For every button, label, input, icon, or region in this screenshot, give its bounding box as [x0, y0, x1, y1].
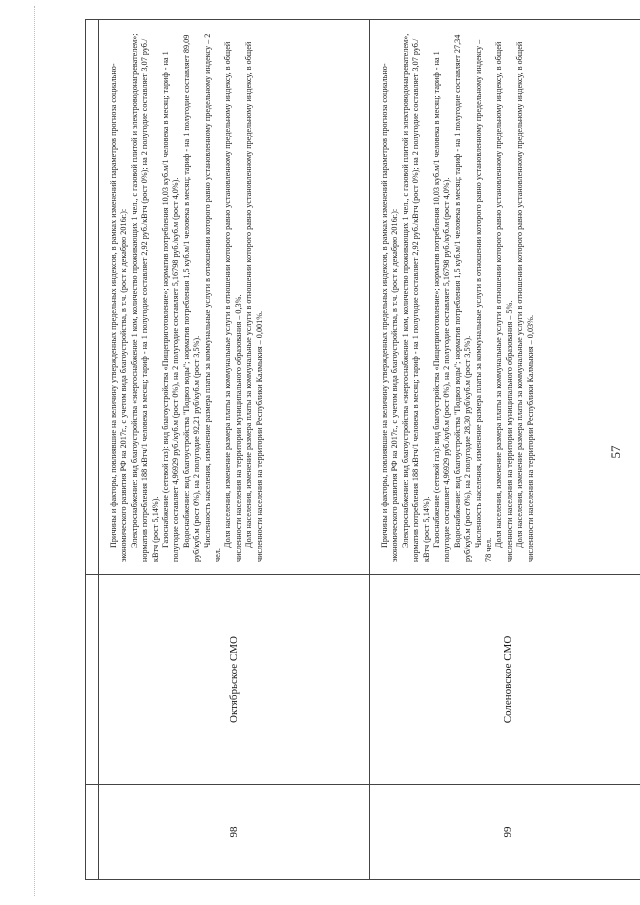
top-strip-cell [86, 575, 99, 785]
top-strip-cell [86, 785, 99, 880]
scan-edge-dots [34, 6, 39, 896]
paragraph: Доля населения, изменение размера платы за коммунальные услуги в отношении которого равно установленному предельному индексу, в общей численности населения на территории Республики Калмыкия – 0,001%. [244, 41, 264, 562]
tariff-table [85, 19, 640, 880]
municipality-name: Октябрьское СМО [99, 575, 370, 785]
paragraph: Доля населения, изменение размера платы за коммунальные услуги в отношении которого равно установленному предельному индексу, в общей численности населения на территории Республики Калмыкия – 0,03%. [515, 41, 535, 562]
paragraph: Причины и факторы, повлиявшие на величину утвержденных предельных индексов, в рамках изменений параметров прогноза социально-экономического развития РФ на 2017г., с учетом вида благоустройства, в т.ч. (рост к декабрю 2016г.): [380, 63, 400, 562]
factors-description [99, 20, 370, 575]
paragraph: Водоснабжение: вид благоустройства "Подвоз воды"; норматив потребления 1,5 куб.м/1 человека в месяц; тариф - на 1 полугодие составляет 27,34 руб/куб.м (рост 0%), на 2 полугодие 28,30 руб/куб.м (рост 3,5%). [452, 34, 473, 562]
paragraph: Доля населения, изменение размера платы за коммунальные услуги в отношении которого равно установленному предельному индексу, в общей численности населения на территории муниципального образования – 5%. [494, 41, 514, 562]
table-top-strip [86, 20, 99, 880]
paragraph: Газоснабжение (сетевой газ): вид благоустройства «Пищеприготовление»; норматив потребления 10,03 куб.м/1 человека в месяц; тариф - на 1 полугодие составляет 4,96929 руб./куб.м (рост 0%), на 2 полугодие составляет 5,16798 руб./куб.м (рост 4,0%). [161, 51, 181, 562]
paragraph: Численность населения, изменение размера платы за коммунальные услуги в отношении которого равно установленному предельному индексу – 2 чел. [202, 33, 223, 562]
top-strip-cell [86, 20, 99, 575]
table-row [99, 20, 370, 880]
row-number: 98 [99, 785, 370, 880]
page-number: 57 [608, 445, 623, 459]
row-number: 99 [370, 785, 640, 880]
rotated-sheet [85, 20, 615, 880]
paragraph: Численность населения, изменение размера платы за коммунальные услуги в отношении которого равно установленному предельному индексу – 78 чел. [473, 39, 494, 562]
municipality-name: Соленовское СМО [370, 575, 640, 785]
paragraph: Доля населения, изменение размера платы за коммунальные услуги в отношении которого равно установленному предельному индексу, в общей численности населения на территории муниципального образования – 0,3%. [223, 41, 243, 562]
paragraph: Электроснабжение: вид благоустройства «энергоснабжение 1 ком, количество проживающих 1 чел., с газовой плитой и электроводонагревателем»; норматив потребления 188 кВтч/1 человека в месяц; тариф - на 1 полугодие составляет 2,92 руб./кВтч (рост 0%); на 2 полугодие составляет 3,07 руб./кВтч (рост 5,14%). [129, 33, 160, 562]
factors-description [370, 20, 640, 575]
table-row [370, 20, 640, 880]
paragraph: Электроснабжение: вид благоустройства «энергоснабжение 1 ком, количество проживающих 1 чел., с газовой плитой и электроводонагревателем», норматив потребления 188 кВтч/1 человека в месяц; тариф - на 1 полугодие составляет 2,92 руб./кВтч (рост 0%); на 2 полугодие составляет 3,07 руб./кВтч (рост 5,14%). [400, 33, 431, 562]
paragraph: Водоснабжение: вид благоустройства "Подвоз воды"; норматив потребления 1,5 куб.м/1 человека в месяц; тариф - на 1 полугодие составляет 89,09 руб/куб.м (рост 0%), на 2 полугодие 92,21 руб/куб.м (рост 3,5%). [181, 34, 202, 562]
paragraph: Причины и факторы, повлиявшие на величину утвержденных предельных индексов, в рамках изменений параметров прогноза социально-экономического развития РФ на 2017г., с учетом вида благоустройства, в т.ч. (рост к декабрю 2016г.): [109, 63, 129, 562]
paragraph: Газоснабжение (сетевой газ): вид благоустройства «Пищеприготовление»; норматив потребления 10,03 куб.м/1 человека в месяц; тариф - на 1 полугодие составляет 4,96929 руб./куб.м (рост 0%), на 2 полугодие составляет 5,16798 руб./куб.м (рост 4,0%). [432, 51, 452, 562]
